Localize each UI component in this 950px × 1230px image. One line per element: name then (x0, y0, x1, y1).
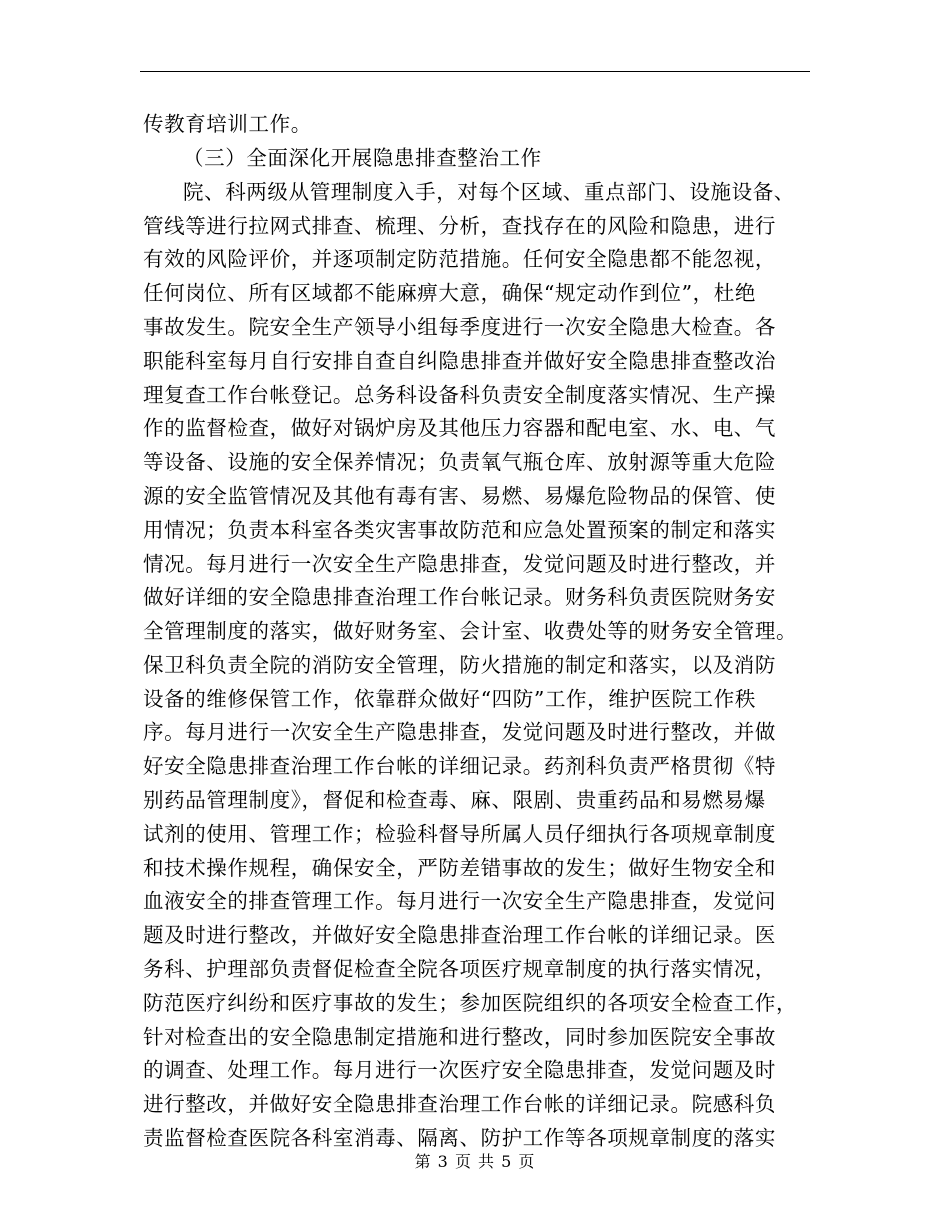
text-line: 试剂的使用、管理工作；检验科督导所属人员仔细执行各项规章制度 (143, 822, 776, 846)
text-line: 情况。每月进行一次安全生产隐患排查，发觉问题及时进行整改，并 (143, 552, 776, 576)
text-line: 做好详细的安全隐患排查治理工作台帐记录。财务科负责医院财务安 (143, 585, 776, 609)
text-line: 用情况；负责本科室各类灾害事故防范和应急处置预案的制定和落实 (143, 518, 776, 542)
text-line: 别药品管理制度》，督促和检查毒、麻、限剧、贵重药品和易燃易爆 (143, 788, 766, 812)
header-rule (140, 71, 810, 72)
text-line: 血液安全的排查管理工作。每月进行一次安全生产隐患排查，发觉问 (143, 889, 776, 913)
text-line: 管线等进行拉网式排查、梳理、分析，查找存在的风险和隐患，进行 (143, 214, 776, 238)
text-line: 作的监督检查，做好对锅炉房及其他压力容器和配电室、水、电、气 (143, 416, 776, 440)
text-line: 务科、护理部负责督促检查全院各项医疗规章制度的执行落实情况， (143, 957, 776, 981)
text-line: 针对检查出的安全隐患制定措施和进行整改，同时参加医院安全事故 (143, 1025, 776, 1049)
text-line: 和技术操作规程，确保安全，严防差错事故的发生；做好生物安全和 (143, 856, 776, 880)
text-line: 理复查工作台帐登记。总务科设备科负责安全制度落实情况、生产操 (143, 383, 776, 407)
text-line: 任何岗位、所有区域都不能麻痹大意，确保“规定动作到位”，杜绝 (143, 281, 756, 305)
text-line: 责监督检查医院各科室消毒、隔离、防护工作等各项规章制度的落实 (143, 1126, 776, 1150)
section-heading: （三）全面深化开展隐患排查整治工作 (183, 146, 542, 170)
text-line: 防范医疗纠纷和医疗事故的发生；参加医院组织的各项安全检查工作， (143, 991, 798, 1015)
text-line: 保卫科负责全院的消防安全管理，防火措施的制定和落实，以及消防 (143, 653, 776, 677)
text-line: 序。每月进行一次安全生产隐患排查，发觉问题及时进行整改，并做 (143, 720, 776, 744)
page-number-footer: 第 3 页 共 5 页 (414, 1152, 536, 1171)
text-line: 职能科室每月自行安排自查自纠隐患排查并做好安全隐患排查整改治 (143, 349, 776, 373)
text-line: 有效的风险评价，并逐项制定防范措施。任何安全隐患都不能忽视， (143, 247, 776, 271)
text-line: 的调查、处理工作。每月进行一次医疗安全隐患排查，发觉问题及时 (143, 1058, 776, 1082)
paragraph-first-line: 院、科两级从管理制度入手，对每个区域、重点部门、设施设备、 (183, 180, 795, 204)
text-line: 设备的维修保管工作，依靠群众做好“四防”工作，维护医院工作秩 (143, 687, 756, 711)
text-line: 源的安全监管情况及其他有毒有害、易燃、易爆危险物品的保管、使 (143, 484, 776, 508)
text-line: 传教育培训工作。 (143, 112, 312, 136)
text-line: 全管理制度的落实，做好财务室、会计室、收费处等的财务安全管理。 (143, 619, 798, 643)
text-line: 事故发生。院安全生产领导小组每季度进行一次安全隐患大检查。各 (143, 315, 776, 339)
text-line: 好安全隐患排查治理工作台帐的详细记录。药剂科负责严格贯彻《特 (143, 754, 776, 778)
text-line: 进行整改，并做好安全隐患排查治理工作台帐的详细记录。院感科负 (143, 1092, 776, 1116)
text-line: 等设备、设施的安全保养情况；负责氧气瓶仓库、放射源等重大危险 (143, 450, 776, 474)
text-line: 题及时进行整改，并做好安全隐患排查治理工作台帐的详细记录。医 (143, 923, 776, 947)
